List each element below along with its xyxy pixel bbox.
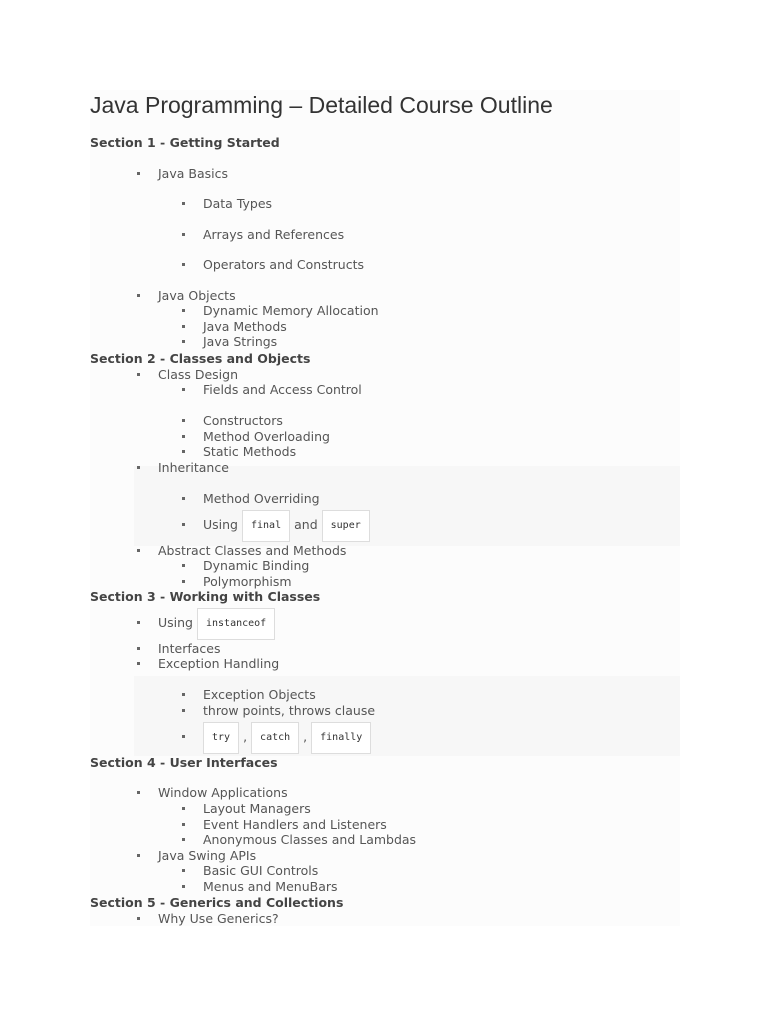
section-heading: Section 1 - Getting Started (90, 135, 280, 150)
list-item: Exception Objects (203, 687, 316, 703)
course-outline-document (90, 90, 680, 926)
list-item: Constructors (203, 413, 283, 429)
list-item: Inheritance (158, 460, 229, 476)
bullet-icon (182, 233, 185, 236)
code-catch: catch (251, 722, 299, 754)
bullet-icon (182, 325, 185, 328)
list-item: Method Overriding (203, 491, 320, 507)
list-item: Dynamic Binding (203, 558, 309, 574)
bullet-icon (182, 263, 185, 266)
bullet-icon (182, 309, 185, 312)
code-finally: finally (311, 722, 371, 754)
list-item: Interfaces (158, 641, 220, 657)
list-item: Polymorphism (203, 574, 292, 590)
bullet-icon (182, 202, 185, 205)
list-item: Menus and MenuBars (203, 879, 338, 895)
list-item: Java Objects (158, 288, 236, 304)
list-item: Abstract Classes and Methods (158, 543, 346, 559)
bullet-icon (137, 466, 140, 469)
bullet-icon (182, 709, 185, 712)
bullet-icon (182, 340, 185, 343)
bullet-icon (182, 435, 185, 438)
code-instanceof: instanceof (197, 608, 275, 640)
bullet-icon (182, 693, 185, 696)
section-heading: Section 4 - User Interfaces (90, 755, 278, 770)
list-item: Using instanceof (158, 606, 279, 640)
bullet-icon (182, 450, 185, 453)
list-item: Fields and Access Control (203, 382, 362, 398)
bullet-icon (182, 419, 185, 422)
bullet-icon (137, 172, 140, 175)
bullet-icon (182, 523, 185, 526)
list-item: Using final and super (203, 508, 374, 542)
page-title: Java Programming – Detailed Course Outline (90, 92, 553, 118)
bullet-icon (182, 564, 185, 567)
list-item: Event Handlers and Listeners (203, 817, 387, 833)
list-item: Data Types (203, 196, 272, 212)
list-item: Java Basics (158, 166, 228, 182)
code-try: try (203, 722, 239, 754)
bullet-icon (137, 854, 140, 857)
bullet-icon (137, 373, 140, 376)
bullet-icon (182, 885, 185, 888)
list-item: Window Applications (158, 785, 288, 801)
list-item: try , catch , finally (203, 720, 375, 754)
bullet-icon (182, 735, 185, 738)
bullet-icon (137, 549, 140, 552)
bullet-icon (137, 791, 140, 794)
bullet-icon (182, 838, 185, 841)
list-item: Operators and Constructs (203, 257, 364, 273)
code-super: super (322, 510, 370, 542)
bullet-icon (137, 917, 140, 920)
bullet-icon (182, 807, 185, 810)
list-item: Layout Managers (203, 801, 311, 817)
list-item: Method Overloading (203, 429, 330, 445)
list-item: Anonymous Classes and Lambdas (203, 832, 416, 848)
list-item: Basic GUI Controls (203, 863, 318, 879)
list-item: Exception Handling (158, 656, 279, 672)
bullet-icon (137, 294, 140, 297)
section-heading: Section 2 - Classes and Objects (90, 351, 311, 366)
list-item: Dynamic Memory Allocation (203, 303, 379, 319)
list-item: Arrays and References (203, 227, 344, 243)
list-item: throw points, throws clause (203, 703, 375, 719)
bullet-icon (137, 662, 140, 665)
section-heading: Section 5 - Generics and Collections (90, 895, 344, 910)
section-heading: Section 3 - Working with Classes (90, 589, 321, 604)
list-item: Java Strings (203, 334, 277, 350)
bullet-icon (182, 497, 185, 500)
list-item: Java Swing APIs (158, 848, 256, 864)
list-item: Java Methods (203, 319, 287, 335)
bullet-icon (182, 580, 185, 583)
bullet-icon (182, 869, 185, 872)
bullet-icon (137, 647, 140, 650)
bullet-icon (182, 823, 185, 826)
list-item: Static Methods (203, 444, 296, 460)
bullet-icon (182, 388, 185, 391)
code-final: final (242, 510, 290, 542)
list-item: Why Use Generics? (158, 911, 279, 927)
list-item: Class Design (158, 367, 238, 383)
bullet-icon (137, 621, 140, 624)
